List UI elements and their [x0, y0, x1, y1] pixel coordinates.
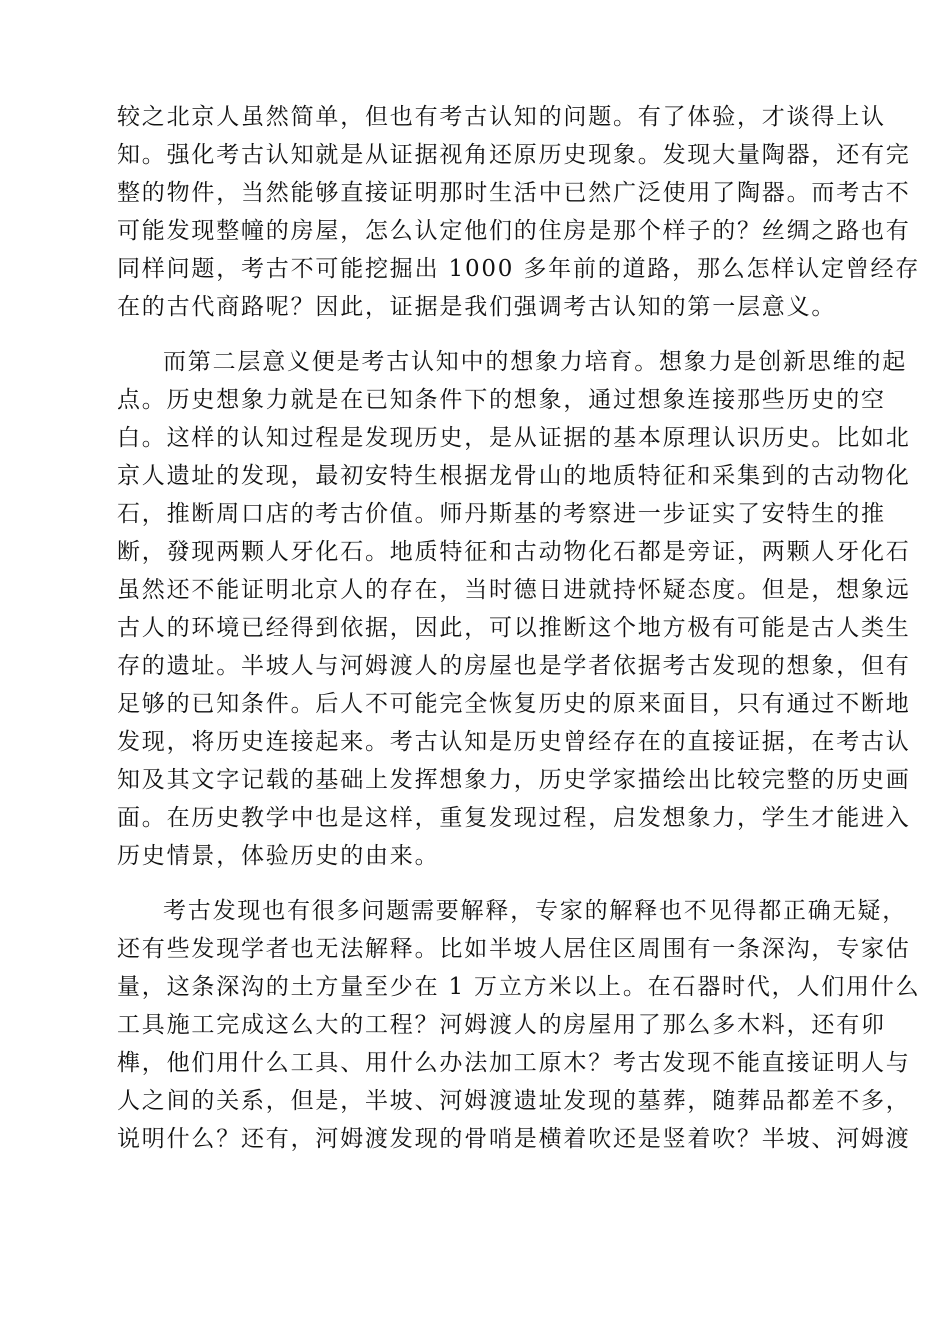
- paragraph-line: 足够的已知条件。后人不可能完全恢复历史的原来面目，只有通过不断地: [117, 691, 911, 717]
- paragraph-2: [117, 343, 911, 875]
- paragraph-3: [117, 892, 921, 1158]
- paragraph-line: 知。强化考古认知就是从证据视角还原历史现象。发现大量陶器，还有完: [117, 142, 911, 168]
- paragraph-line: 工具施工完成这么大的工程？河姆渡人的房屋用了那么多木料，还有卯: [117, 1012, 886, 1038]
- paragraph-line: 点。历史想象力就是在已知条件下的想象，通过想象连接那些历史的空: [117, 387, 886, 413]
- paragraph-line: 石，推断周口店的考古价值。师丹斯基的考察进一步证实了安特生的推: [117, 501, 886, 527]
- paragraph-line: 虽然还不能证明北京人的存在，当时德日进就持怀疑态度。但是，想象远: [117, 577, 911, 603]
- paragraph-line: 面。在历史教学中也是这样，重复发现过程，启发想象力，学生才能进入: [117, 805, 911, 831]
- paragraph-line: 可能发现整幢的房屋，怎么认定他们的住房是那个样子的？丝绸之路也有: [117, 218, 911, 244]
- paragraph-line: 断，發现两颗人牙化石。地质特征和古动物化石都是旁证，两颗人牙化石: [117, 539, 911, 565]
- paragraph-line: 还有些发现学者也无法解释。比如半坡人居住区周围有一条深沟，专家估: [117, 936, 911, 962]
- document-body: [117, 98, 921, 1158]
- paragraph-line: 榫，他们用什么工具、用什么办法加工原木？考古发现不能直接证明人与: [117, 1050, 911, 1076]
- paragraph-line: 存的遗址。半坡人与河姆渡人的房屋也是学者依据考古发现的想象，但有: [117, 653, 911, 679]
- paragraph-line: 量，这条深沟的土方量至少在 1 万立方米以上。在石器时代，人们用什么: [117, 974, 921, 1000]
- paragraph-line: 古人的环境已经得到依据，因此，可以推断这个地方极有可能是古人类生: [117, 615, 911, 641]
- paragraph-line: 发现，将历史连接起来。考古认知是历史曾经存在的直接证据，在考古认: [117, 729, 911, 755]
- paragraph-line: 京人遗址的发现，最初安特生根据龙骨山的地质特征和采集到的古动物化: [117, 463, 911, 489]
- paragraph-line: 人之间的关系，但是，半坡、河姆渡遗址发现的墓葬，随葬品都差不多，: [117, 1088, 911, 1114]
- paragraph-line-first: 考古发现也有很多问题需要解释，专家的解释也不见得都正确无疑，: [163, 898, 907, 924]
- paragraph-line: 知及其文字记载的基础上发挥想象力，历史学家描绘出比较完整的历史画: [117, 767, 911, 793]
- paragraph-line: 说明什么？还有，河姆渡发现的骨哨是横着吹还是竖着吹？半坡、河姆渡: [117, 1126, 911, 1152]
- paragraph-1: [117, 98, 921, 326]
- paragraph-line: 较之北京人虽然简单，但也有考古认知的问题。有了体验，才谈得上认: [117, 104, 886, 130]
- paragraph-line: 整的物件，当然能够直接证明那时生活中已然广泛使用了陶器。而考古不: [117, 180, 911, 206]
- paragraph-line: 在的古代商路呢？因此，证据是我们强调考古认知的第一层意义。: [117, 294, 837, 320]
- paragraph-line: 历史情景，体验历史的由来。: [117, 843, 440, 869]
- paragraph-line-first: 而第二层意义便是考古认知中的想象力培育。想象力是创新思维的起: [163, 349, 907, 375]
- paragraph-line: 同样问题，考古不可能挖掘出 1000 多年前的道路，那么怎样认定曾经存: [117, 256, 921, 282]
- paragraph-line: 白。这样的认知过程是发现历史，是从证据的基本原理认识历史。比如北: [117, 425, 911, 451]
